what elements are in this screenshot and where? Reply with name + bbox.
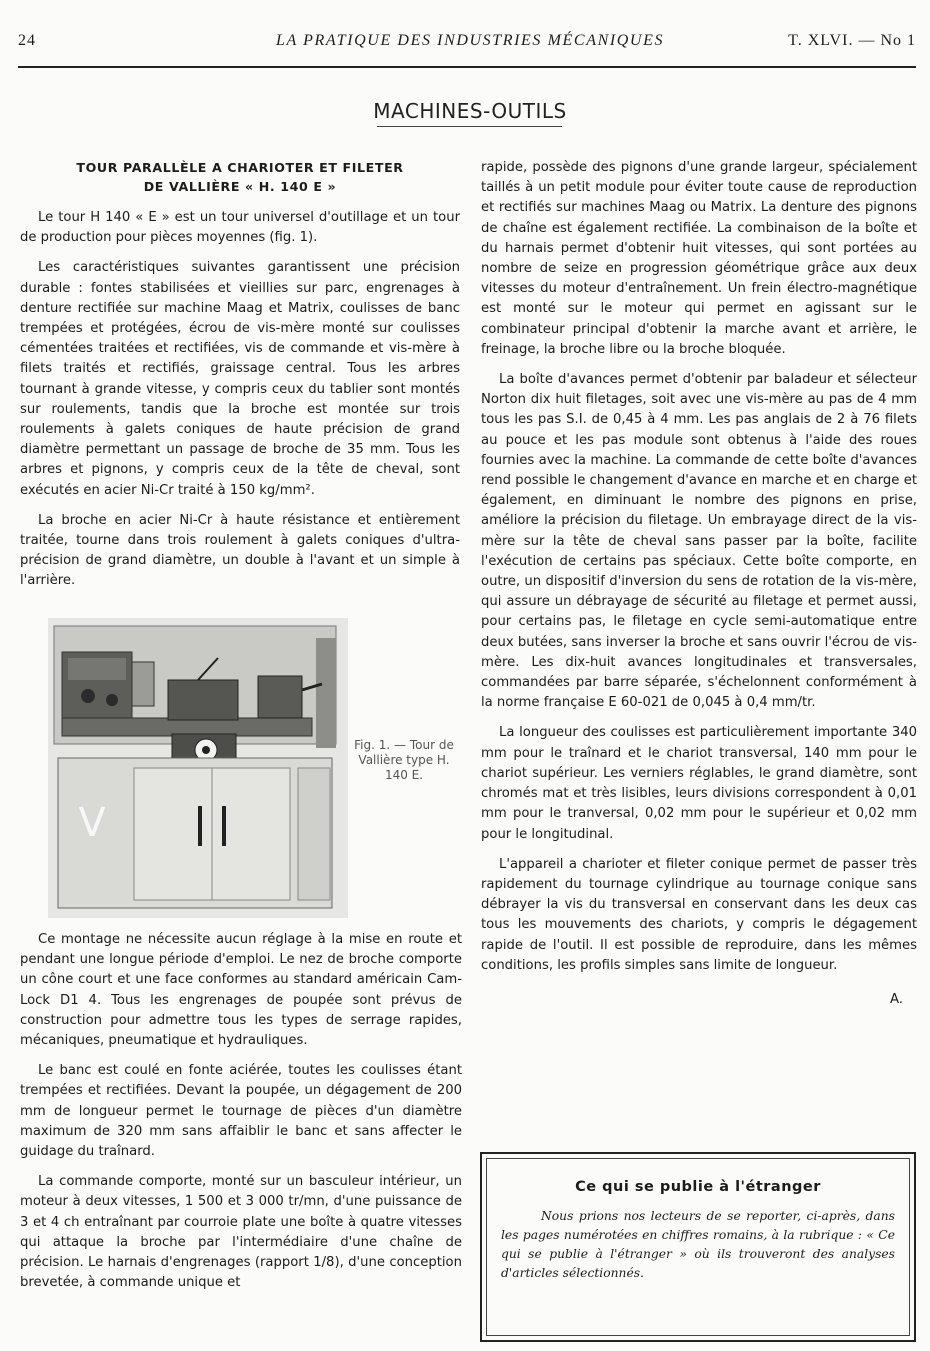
brand-logo: V bbox=[78, 800, 106, 846]
lathe-photo bbox=[48, 618, 348, 918]
article-title-line-2: DE VALLIÈRE « H. 140 E » bbox=[143, 179, 337, 194]
paragraph: La broche en acier Ni-Cr à haute résistance et entièrement traitée, tourne dans trois roulement à galets coniques d'ultra-précision de grand diamètre, un double à l'avant et un simple à l'arrière. bbox=[20, 512, 460, 589]
paragraph: Les caractéristiques suivantes garantissent une précision durable : fontes stabilisées et vieillies sur parc, engrenages à denture rectifiée sur machine Maag et Matrix, coulisses de banc trempées et protégées, écrou de vis-mère monté sur coulisses cémentées traitées et rectifiées, vis de commande et vis-mère à filets traités et rectifiés, graissage central. Tous les arbres tournant à grande vitesse, y compris ceux du tablier sont montés sur roulements, tandis que la broche est montée sur trois roulements à galets coniques de haute précision de grand diamètre permettant un passage de broche de 35 mm. Tous les arbres et pignons, y compris ceux de la tête de cheval, sont exécutés en acier Ni-Cr traité à 150 kg/mm². bbox=[20, 260, 460, 498]
paragraph: rapide, possède des pignons d'une grande largeur, spécialement taillés à un petit module pour éviter toute cause de reproduction et rectifiés sur machines Maag ou Matrix. La denture des pignons de chaîne est également rectifiée. La combinaison de la boîte et du harnais permet d'obtenir huit vitesses, qui sont portées au nombre de seize en progression géométrique grâce aux deux vitesses du moteur d'entraînement. Un frein électro-magnétique est monté sur le moteur qui permet en agissant sur le combinateur principal d'obtenir la marche avant et arrière, le freinage, la broche libre ou la broche bloquée. bbox=[481, 160, 917, 357]
paragraph: La longueur des coulisses est particulièrement importante 340 mm pour le traînard et le chariot transversal, 140 mm pour le chariot supérieur. Les verniers réglables, le grand diamètre, sont chromés mat et très lisibles, leurs divisions correspondent à 0,01 mm pour le tranversal, 0,02 mm pour le supérieur et 0,02 mm pour le longitudinal. bbox=[481, 725, 917, 842]
author-signature: A. bbox=[890, 991, 903, 1007]
page-number: 24 bbox=[18, 32, 36, 49]
lathe-illustration bbox=[48, 618, 348, 918]
journal-title: LA PRATIQUE DES INDUSTRIES MÉCANIQUES bbox=[276, 32, 665, 49]
article-title bbox=[20, 158, 460, 196]
paragraph: Le banc est coulé en fonte aciérée, toutes les coulisses étant trempées et rectifiées. Devant la poupée, un dégagement de 200 mm de longueur permet le tournage de pièces d'un diamètre maximum de 320 mm sans affaiblir le banc et sans affecter le guidage du traînard. bbox=[20, 1063, 462, 1160]
notice-text: Nous prions nos lecteurs de se reporter, ci-après, dans les pages numérotées en chiffres romains, à la rubrique : « Ce qui se publie à l'étranger » où ils trouveront des analyses d'articles sélectionnés. bbox=[501, 1209, 895, 1280]
notice-box-inner bbox=[486, 1158, 910, 1336]
page-header bbox=[18, 32, 916, 54]
header-rule bbox=[18, 66, 916, 68]
notice-box bbox=[480, 1152, 916, 1342]
paragraph: L'appareil a charioter et fileter conique permet de passer très rapidement du tournage cylindrique au tournage conique sans débrayer la vis du transversal en conservant dans les deux cas tous les mouvements des chariots, y compris le dégagement rapide de l'outil. Il est possible de reproduire, dans les mêmes conditions, les profils simples sans limite de longueur. bbox=[481, 856, 917, 973]
section-title: MACHINES-OUTILS bbox=[373, 99, 567, 123]
figure-caption: Fig. 1. — Tour de Vallière type H. 140 E. bbox=[354, 738, 454, 782]
paragraph: La commande comporte, monté sur un basculeur intérieur, un moteur à deux vitesses, 1 500 et 3 000 tr/mn, d'une puissance de 3 et 4 ch entraînant par courroie plate une boîte à quatre vitesses qui attaque la broche par l'intermédiaire d'une chaîne de précision. Le harnais d'engrenages (rapport 1/8), d'une conception brevetée, à commande unique et bbox=[20, 1174, 462, 1291]
notice-title: Ce qui se publie à l'étranger bbox=[575, 1179, 821, 1195]
left-column-bottom bbox=[20, 930, 462, 1303]
paragraph: La boîte d'avances permet d'obtenir par baladeur et sélecteur Norton dix huit filetages, soit avec une vis-mère au pas de 4 mm tous les pas S.I. de 0,45 à 4 mm. Les pas anglais de 2 à 76 filets au pouce et les pas module sont obtenus à l'aide des roues fournies avec la machine. La commande de cette boîte d'avances rend possible le changement d'avance en marche et en charge et également, en diminuant le nombre des pignons en prise, améliore la précision du filetage. Un embrayage direct de la vis-mère sur la tête de cheval sans passer par la boîte, facilite l'exécution de certains pas spéciaux. Cette boîte comporte, en outre, un dispositif d'inversion du sens de rotation de la vis-mère, qui assure un débrayage de sécurité au filetage et permet aussi, pour certains pas, le filetage en cycle semi-automatique entre deux butées, sans inverser la broche et sans ouvrir l'écrou de vis-mère. Les dix-huit avances longitudinales et transversales, commandées par barre séparée, s'échelonnent conformément à la norme française E 60-021 de 0,045 à 0,4 mm/tr. bbox=[481, 372, 917, 711]
section-rule bbox=[377, 126, 562, 127]
right-column bbox=[481, 158, 917, 1010]
volume-number: T. XLVI. — No 1 bbox=[788, 32, 916, 49]
paragraph: Le tour H 140 « E » est un tour universel d'outillage et un tour de production pour pièces moyennes (fig. 1). bbox=[20, 210, 460, 246]
paragraph: Ce montage ne nécessite aucun réglage à la mise en route et pendant une longue période d'emploi. Le nez de broche comporte un cône court et une face conformes au standard américain Cam-Lock D1 4. Tous les engrenages de poupée sont prévus de construction pour admettre tous les types de serrage rapides, mécaniques, pneumatique et hydrauliques. bbox=[20, 932, 462, 1049]
article-title-line-1: TOUR PARALLÈLE A CHARIOTER ET FILETER bbox=[76, 160, 404, 175]
left-column-top bbox=[20, 158, 460, 602]
